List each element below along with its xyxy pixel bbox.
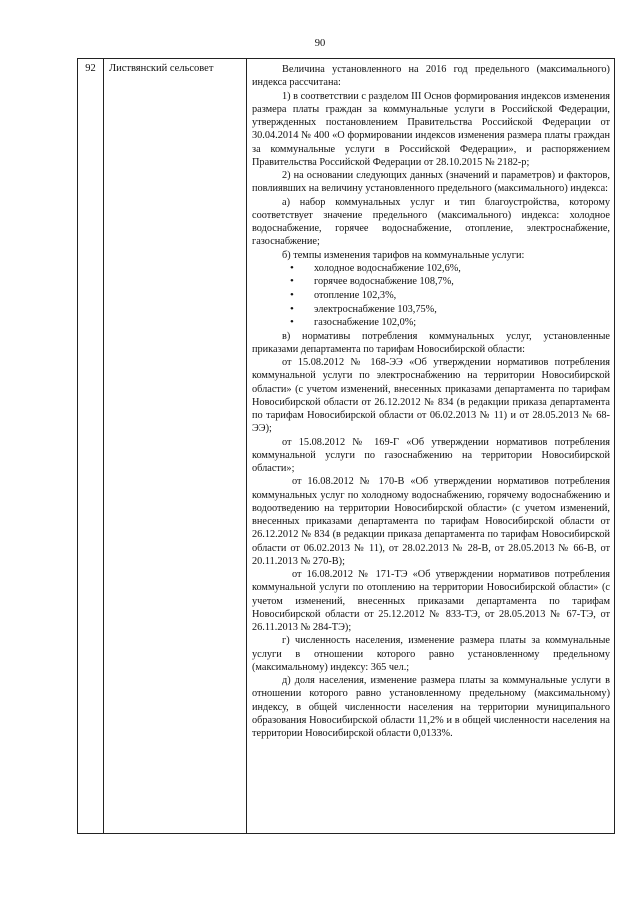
tariff-table (77, 58, 615, 834)
row-number: 92 (78, 59, 104, 834)
paragraph: 2) на основании следующих данных (значений и параметров) и факторов, повлиявших на величину установленного предельного (максимального) индекса: (252, 170, 610, 195)
paragraph: от 16.08.2012 № 170-В «Об утверждении нормативов потребления коммунальных услуг по холодному водоснабжению, горячему водоснабжению и водоотведению на территории Новосибирской области» (с учетом изменений, внесенных приказами департамента по тарифам Новосибирской области от 26.12.2012 № 834 (в редакции приказа департамента по тарифам Новосибирской области от 06.02.2013 № 11), от 28.02.2013 № 28-В, от 28.05.2013 № 66-В, от 20.11.2013 № 270-В); (252, 476, 610, 567)
list-item: • горячее водоснабжение 108,7%, (290, 275, 610, 289)
list-item: • холодное водоснабжение 102,6%, (290, 262, 610, 276)
paragraph: Величина установленного на 2016 год предельного (максимального) индекса рассчитана: (252, 64, 610, 89)
paragraph: д) доля населения, изменение размера платы за коммунальные услуги в отношении которого равно установленному предельному (максимальному) индексу, в общей численности населения на территории муниципального образования Новосибирской области 11,2% и в общей численности населения на территории Новосибирской области 0,0133%. (252, 675, 610, 740)
list-item: • газоснабжение 102,0%; (290, 316, 610, 330)
paragraph: в) нормативы потребления коммунальных услуг, установленные приказами департамента по тарифам Новосибирской области: (252, 330, 610, 355)
paragraph: а) набор коммунальных услуг и тип благоустройства, которому соответствует значение предельного (максимального) индекса: холодное водоснабжение, горячее водоснабжение, отопление, электроснабжение, газоснабжение; (252, 196, 610, 248)
paragraph: от 15.08.2012 № 169-Г «Об утверждении нормативов потребления коммунальной услуги по газоснабжению на территории Новосибирской области»; (252, 436, 610, 475)
list-item: • электроснабжение 103,75%, (290, 303, 610, 317)
page-number: 90 (314, 38, 326, 49)
table-row (78, 59, 615, 834)
list-item: • отопление 102,3%, (290, 289, 610, 303)
tariff-rate-list (252, 262, 610, 330)
paragraph: б) темпы изменения тарифов на коммунальные услуги: (282, 249, 525, 261)
paragraph: от 15.08.2012 № 168-ЭЭ «Об утверждении нормативов потребления коммунальной услуги по электроснабжению на территории Новосибирской области» (с учетом изменений, внесенных приказами департамента по тарифам Новосибирской области от 26.12.2012 № 834 (в редакции приказа департамента по тарифам Новосибирской области от 06.02.2013 № 11) и от 28.05.2013 № 68-ЭЭ); (252, 357, 610, 435)
paragraph: г) численность населения, изменение размера платы за коммунальные услуги в отношении которого равно установленному предельному (максимальному) индексу: 365 чел.; (252, 635, 610, 673)
row-description (247, 59, 615, 834)
paragraph: от 16.08.2012 № 171-ТЭ «Об утверждении нормативов потребления коммунальной услуги по отоплению на территории Новосибирской области» (с учетом изменений, внесенных приказами департамента по тарифам Новосибирской области от 25.12.2012 № 833-ТЭ, от 28.05.2013 № 67-ТЭ, от 26.11.2013 № 284-ТЭ); (252, 569, 610, 634)
municipality-name: Листвянский сельсовет (104, 59, 247, 834)
paragraph: 1) в соответствии с разделом III Основ формирования индексов изменения размера платы граждан за коммунальные услуги в Российской Федерации, утвержденных постановлением Правительства Российской Федерации от 30.04.2014 № 400 «О формировании индексов изменения размера платы граждан за коммунальные услуги в Российской Федерации», и распоряжением Правительства Российской Федерации от 28.10.2015 № 2182-р; (252, 90, 610, 168)
